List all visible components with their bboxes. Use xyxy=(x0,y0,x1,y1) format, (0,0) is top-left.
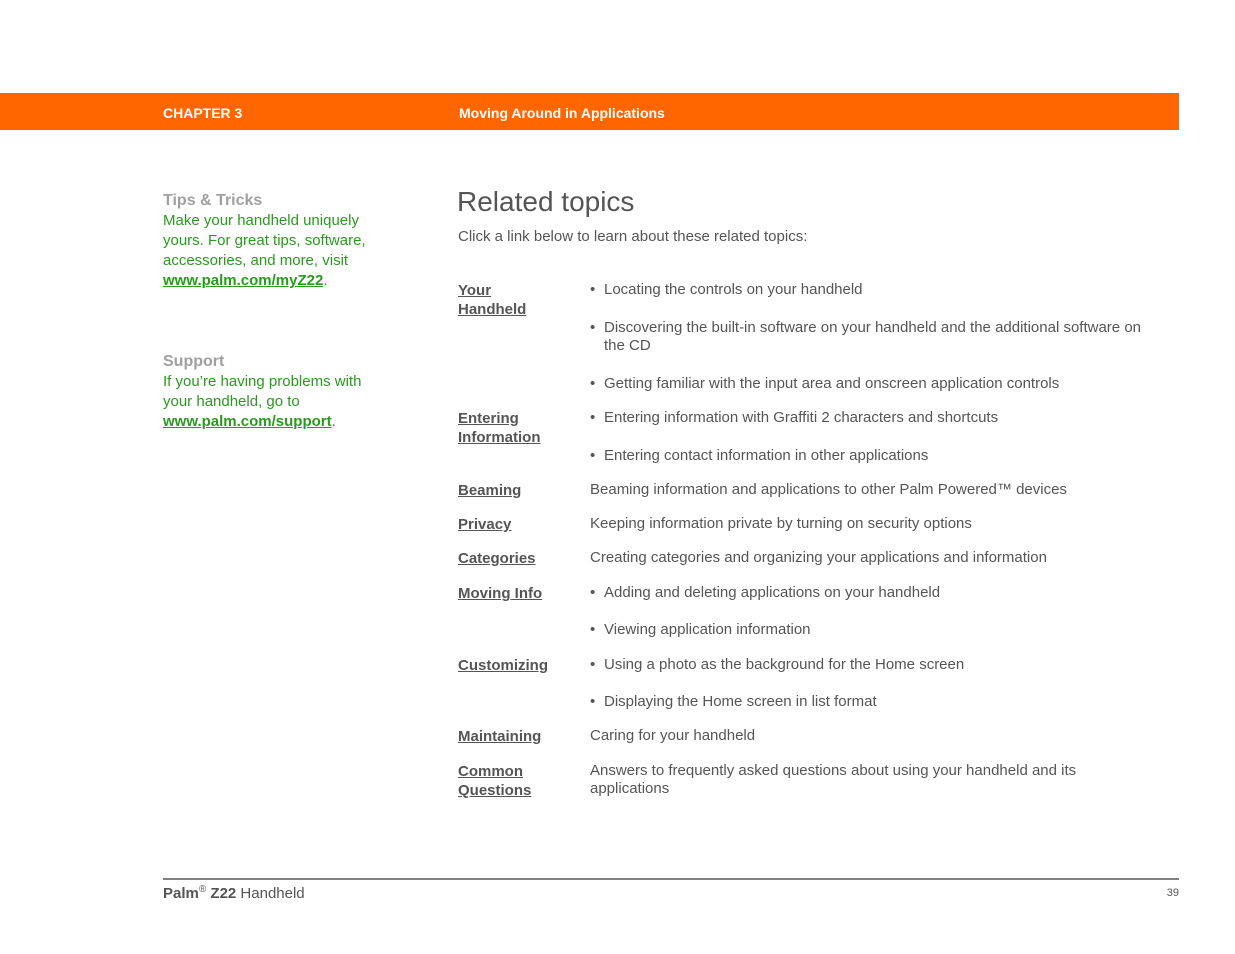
topic-item: • Displaying the Home screen in list format xyxy=(590,693,1150,711)
topic-link-privacy[interactable]: Privacy xyxy=(458,516,512,533)
footer-product xyxy=(163,884,305,902)
topic-item: • Using a photo as the background for the Home screen xyxy=(590,656,1150,674)
topic-item: • Discovering the built-in software on your handheld and the additional software on the CD xyxy=(590,319,1150,355)
footer-product-name: Handheld xyxy=(236,885,305,902)
support-body: If you’re having problems with your handheld, go to xyxy=(163,373,362,410)
topic-item: Keeping information private by turning on security options xyxy=(590,515,972,532)
footer-model: Z22 xyxy=(210,885,237,902)
support-after: . xyxy=(331,413,336,430)
topic-link-maintaining[interactable]: Maintaining xyxy=(458,728,542,745)
tips-after: . xyxy=(323,272,328,289)
tips-heading: Tips & Tricks xyxy=(163,192,263,209)
support-link[interactable]: www.palm.com/support xyxy=(163,413,332,430)
topic-link-categories[interactable]: Categories xyxy=(458,550,536,567)
tips-text xyxy=(163,211,373,291)
topic-link-common-questions[interactable]: Common Questions xyxy=(458,763,532,799)
topic-link-customizing[interactable]: Customizing xyxy=(458,657,548,674)
chapter-title: Moving Around in Applications xyxy=(459,105,665,121)
support-box xyxy=(163,352,373,432)
topic-item: Answers to frequently asked questions about using your handheld and its applications xyxy=(590,762,1077,797)
topic-item: Caring for your handheld xyxy=(590,727,756,744)
topic-item: • Entering information with Graffiti 2 characters and shortcuts xyxy=(590,409,1150,427)
topic-item: • Viewing application information xyxy=(590,621,1150,639)
tips-link[interactable]: www.palm.com/myZ22 xyxy=(163,272,324,289)
chapter-label: CHAPTER 3 xyxy=(163,105,243,121)
topic-item: Creating categories and organizing your applications and information xyxy=(590,549,1047,566)
topic-link-beaming[interactable]: Beaming xyxy=(458,482,522,499)
page-number: 39 xyxy=(1166,887,1179,899)
topic-link-entering-information[interactable]: Entering Information xyxy=(458,410,541,446)
page-title: Related topics xyxy=(457,186,635,217)
footer-divider xyxy=(163,878,1179,880)
topic-item: • Getting familiar with the input area and onscreen application controls xyxy=(590,375,1150,393)
topic-link-moving-info[interactable]: Moving Info xyxy=(458,585,543,602)
footer-brand: Palm xyxy=(163,885,199,902)
topic-item: Beaming information and applications to other Palm Powered™ devices xyxy=(590,481,1067,498)
topic-item: • Entering contact information in other applications xyxy=(590,447,1150,465)
topic-link-your-handheld[interactable]: Your Handheld xyxy=(458,282,527,318)
topic-item: • Locating the controls on your handheld xyxy=(590,281,1150,299)
support-heading: Support xyxy=(163,353,225,370)
tips-box xyxy=(163,191,373,291)
support-text xyxy=(163,372,373,432)
tips-body: Make your handheld uniquely yours. For great tips, software, accessories, and more, visit xyxy=(163,212,366,269)
topic-item: • Adding and deleting applications on your handheld xyxy=(590,584,1150,602)
footer-reg: ® xyxy=(198,884,207,895)
intro-text: Click a link below to learn about these related topics: xyxy=(458,228,808,245)
